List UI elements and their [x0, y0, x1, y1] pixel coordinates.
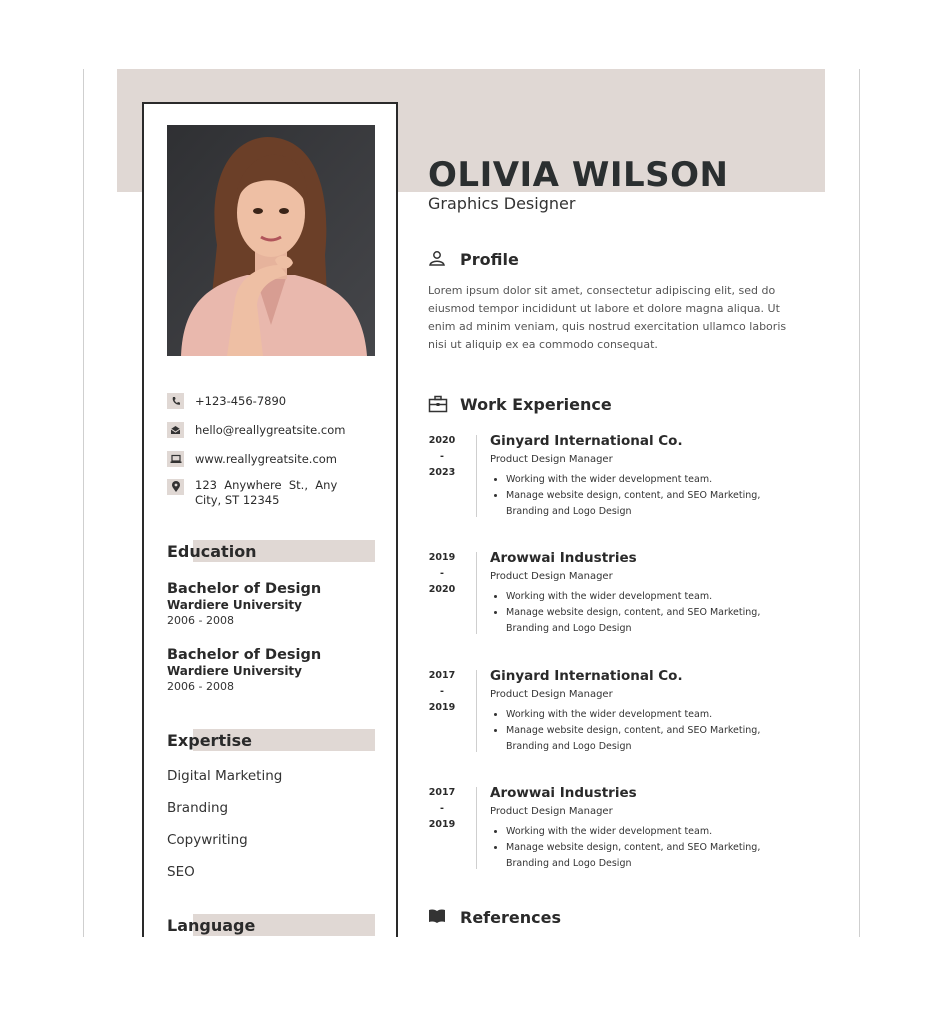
- job-year-dash: -: [440, 686, 444, 697]
- job-year-dash: -: [440, 568, 444, 579]
- timeline-divider: [476, 552, 477, 634]
- degree: Bachelor of Design: [167, 581, 322, 597]
- laptop-icon: [167, 451, 184, 467]
- bullet-item: • Manage website design, content, and SEO Marketing, Branding and Logo Design: [506, 723, 806, 755]
- education-item: [167, 646, 387, 694]
- user-icon: [428, 250, 448, 270]
- job-start-year: 2020: [428, 435, 456, 446]
- bullet-item: • Manage website design, content, and SEO Marketing, Branding and Logo Design: [506, 605, 806, 637]
- job-bullets: [490, 824, 806, 872]
- job-entry: [428, 785, 818, 885]
- job-entry: [428, 550, 818, 650]
- briefcase-icon: [428, 395, 448, 415]
- education-heading: Education: [167, 540, 375, 562]
- position-title: Product Design Manager: [490, 689, 613, 700]
- language-heading: Language: [167, 914, 375, 936]
- company-name: Arowwai Industries: [490, 785, 637, 801]
- position-title: Product Design Manager: [490, 806, 613, 817]
- position-title: Product Design Manager: [490, 454, 613, 465]
- position-title: Product Design Manager: [490, 571, 613, 582]
- company-name: Arowwai Industries: [490, 550, 637, 566]
- envelope-icon: [167, 422, 184, 438]
- timeline-divider: [476, 787, 477, 869]
- resume-page: +123-456-7890 hello@reallygreatsite.com www.reallygreatsite.com 123 Anywhere St., Any City, ST 12345 Education Bachelor of Design Wardiere University 2006 - 2008 Bachelor of Design Wardiere University 2006 - 2008 Expertise Digital Marketing Branding Copywriting SEO Language OLIVIA WILSON Graphics Designer Profile Lorem ipsum dolor sit amet, consectetur adipiscing elit, sed do eiusmod tempor incididunt ut labore et dolore magna aliqua. Ut enim ad minim veniam, quis nostrud exercitation ullamco laboris nisi ut aliquip ex ea commodo consequat. Work Experience 2020 - 2023 Ginyard International Co. Product Design Manager • Working with the wider development team. • Manage website design, content, and SEO Marketing, Branding and Logo Design 2019 - 2020 Arowwai Industries Product Design Manager • Working with the wider development team. • Manage website design, content, and SEO Marketing, Branding and Logo Design 2017 - 2019 Ginyard International Co. Product Design Manager • Working with the wider development team. • Manage website design, content, and SEO Marketing, Branding and Logo Design 2017 - 2019 Arowwai Industries Product Design Manager • Working with the wider development team. • Manage website design, content, and SEO Marketing, Branding and Logo Design References: [83, 69, 860, 937]
- job-start-year: 2019: [428, 552, 456, 563]
- university: Wardiere University: [167, 598, 302, 612]
- job-end-year: 2023: [428, 467, 456, 478]
- skill-item: Branding: [167, 800, 229, 816]
- address-line-2: City, ST 12345: [195, 493, 280, 507]
- years: 2006 - 2008: [167, 614, 234, 627]
- bullet-item: • Manage website design, content, and SEO Marketing, Branding and Logo Design: [506, 840, 806, 872]
- education-item: [167, 580, 387, 628]
- contact-website: www.reallygreatsite.com: [167, 451, 397, 469]
- job-year-dash: -: [440, 451, 444, 462]
- job-end-year: 2020: [428, 584, 456, 595]
- skill-item: Digital Marketing: [167, 768, 283, 784]
- person-name: OLIVIA WILSON: [428, 155, 729, 195]
- job-end-year: 2019: [428, 819, 456, 830]
- company-name: Ginyard International Co.: [490, 668, 683, 684]
- job-bullets: [490, 707, 806, 755]
- contact-email: hello@reallygreatsite.com: [167, 422, 397, 440]
- job-start-year: 2017: [428, 670, 456, 681]
- job-year-dash: -: [440, 803, 444, 814]
- timeline-divider: [476, 435, 477, 517]
- job-start-year: 2017: [428, 787, 456, 798]
- university: Wardiere University: [167, 664, 302, 678]
- company-name: Ginyard International Co.: [490, 433, 683, 449]
- bullet-item: • Working with the wider development team.: [506, 589, 806, 605]
- map-pin-icon: [167, 479, 184, 495]
- profile-photo: [167, 125, 375, 356]
- bullet-item: • Manage website design, content, and SEO Marketing, Branding and Logo Design: [506, 488, 806, 520]
- timeline-divider: [476, 670, 477, 752]
- job-bullets: [490, 589, 806, 637]
- contact-phone: +123-456-7890: [167, 393, 397, 411]
- job-title: Graphics Designer: [428, 194, 576, 213]
- expertise-heading: Expertise: [167, 729, 375, 751]
- bullet-item: • Working with the wider development team.: [506, 707, 806, 723]
- job-end-year: 2019: [428, 702, 456, 713]
- phone-icon: [167, 393, 184, 409]
- job-entry: [428, 433, 818, 533]
- skill-item: SEO: [167, 864, 195, 880]
- book-icon: [428, 908, 448, 928]
- bullet-item: • Working with the wider development team.: [506, 824, 806, 840]
- address-line-1: 123 Anywhere St., Any: [195, 478, 338, 492]
- degree: Bachelor of Design: [167, 647, 322, 663]
- bullet-item: • Working with the wider development team.: [506, 472, 806, 488]
- skill-item: Copywriting: [167, 832, 248, 848]
- job-entry: [428, 668, 818, 768]
- job-bullets: [490, 472, 806, 520]
- contact-address: [167, 479, 397, 513]
- years: 2006 - 2008: [167, 680, 234, 693]
- profile-text: Lorem ipsum dolor sit amet, consectetur adipiscing elit, sed do eiusmod tempor incididunt ut labore et dolore magna aliqua. Ut enim ad minim veniam, quis nostrud exercitation ullamco laboris nisi ut aliquip ex ea commodo consequat.: [428, 284, 787, 351]
